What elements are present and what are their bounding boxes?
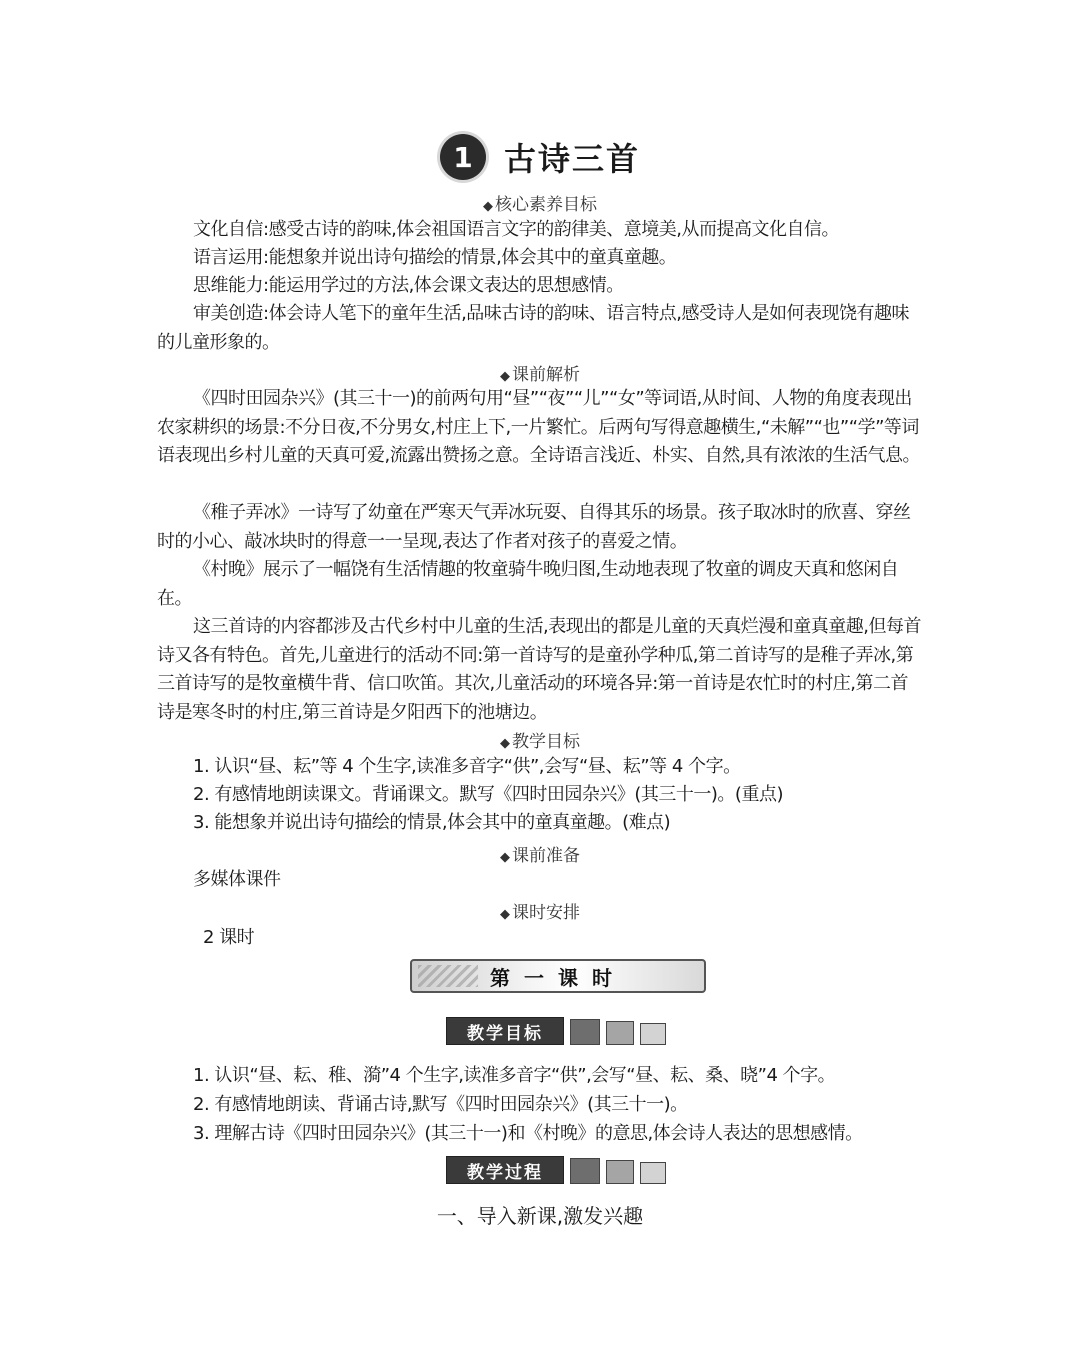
core-goal-4: 审美创造:体会诗人笔下的童年生活,品味古诗的韵味、语言特点,感受诗人是如何表现饶有趣味的儿童形象的。 [157,303,910,353]
tag-square-decoration [640,1162,666,1184]
diamond-icon: ◆ [500,907,510,922]
banner-stripe-decoration [418,965,478,987]
tag-square-decoration [570,1019,600,1045]
section-heading-analysis: ◆ 课前解析 [500,365,580,385]
section-heading-teaching-goals: ◆ 教学目标 [500,732,580,752]
tag-square-decoration [570,1158,600,1184]
core-goal-3: 思维能力:能运用学过的方法,体会课文表达的思想感情。 [193,275,624,296]
lesson-goal-1: 1. 认识“昼、耘、稚、漪”4 个生字,读准多音字“供”,会写“昼、耘、桑、晓”4 个字。 [193,1065,836,1086]
lesson-goal-3: 3. 理解古诗《四时田园杂兴》(其三十一)和《村晚》的意思,体会诗人表达的思想感情。 [193,1123,863,1144]
step-heading: 一、导入新课,激发兴趣 [436,1204,644,1228]
lesson-title-text: 古诗三首 [503,140,640,178]
analysis-paragraph-1: 《四时田园杂兴》(其三十一)的前两句用“昼”“夜”“儿”“女”等词语,从时间、人物的角度表现出农家耕织的场景:不分日夜,不分男女,村庄上下,一片繁忙。后两句写得意趣横生,“未解”“也”“学”等词语表现出乡村儿童的天真可爱,流露出赞扬之意。全诗语言浅近、朴实、自然,具有浓浓的生活气息。 [157,388,920,466]
diamond-icon: ◆ [500,736,510,751]
analysis-paragraph-3: 《村晚》展示了一幅饶有生活情趣的牧童骑牛晚归图,生动地表现了牧童的调皮天真和悠闲自在。 [157,559,899,609]
section-heading-core: ◆ 核心素养目标 [483,195,597,215]
tag-teaching-goals [446,1017,666,1045]
diamond-icon: ◆ [500,369,510,384]
analysis-paragraph-2: 《稚子弄冰》一诗写了幼童在严寒天气弄冰玩耍、自得其乐的场景。孩子取冰时的欣喜、穿丝时的小心、敲冰块时的得意一一呈现,表达了作者对孩子的喜爱之情。 [157,502,911,552]
teaching-goal-1: 1. 认识“昼、耘”等 4 个生字,读准多音字“供”,会写“昼、耘”等 4 个字。 [193,756,741,777]
teaching-goal-2: 2. 有感情地朗读课文。背诵课文。默写《四时田园杂兴》(其三十一)。(重点) [193,784,783,805]
core-goal-1: 文化自信:感受古诗的韵味,体会祖国语言文字的韵律美、意境美,从而提高文化自信。 [193,219,840,240]
tag-label: 教学目标 [446,1017,564,1045]
lesson-banner [410,959,706,993]
core-goal-2: 语言运用:能想象并说出诗句描绘的情景,体会其中的童真童趣。 [193,247,677,268]
tag-square-decoration [606,1021,634,1045]
lesson-goal-2: 2. 有感情地朗读、背诵古诗,默写《四时田园杂兴》(其三十一)。 [193,1094,688,1115]
tag-square-decoration [606,1160,634,1184]
schedule-text: 2 课时 [203,927,255,948]
lesson-title [0,134,1080,180]
diamond-icon: ◆ [483,199,493,214]
prep-text: 多媒体课件 [193,869,281,890]
analysis-paragraph-4: 这三首诗的内容都涉及古代乡村中儿童的生活,表现出的都是儿童的天真烂漫和童真童趣,但每首诗又各有特色。首先,儿童进行的活动不同:第一首诗写的是童孙学种瓜,第二首诗写的是稚子弄冰,第三首诗写的是牧童横牛背、信口吹笛。其次,儿童活动的环境各异:第一首诗是农忙时的村庄,第二首诗是寒冬时的村庄,第三首诗是夕阳西下的池塘边。 [157,616,921,723]
tag-square-decoration [640,1023,666,1045]
diamond-icon: ◆ [500,850,510,865]
section-heading-schedule: ◆ 课时安排 [500,903,580,923]
tag-label: 教学过程 [446,1156,564,1184]
lesson-number-badge: 1 [440,134,486,180]
teaching-goal-3: 3. 能想象并说出诗句描绘的情景,体会其中的童真童趣。(难点) [193,812,671,833]
tag-teaching-process [446,1156,666,1184]
lesson-banner-text: 第一课时 [490,965,626,990]
section-heading-prep: ◆ 课前准备 [500,846,580,866]
